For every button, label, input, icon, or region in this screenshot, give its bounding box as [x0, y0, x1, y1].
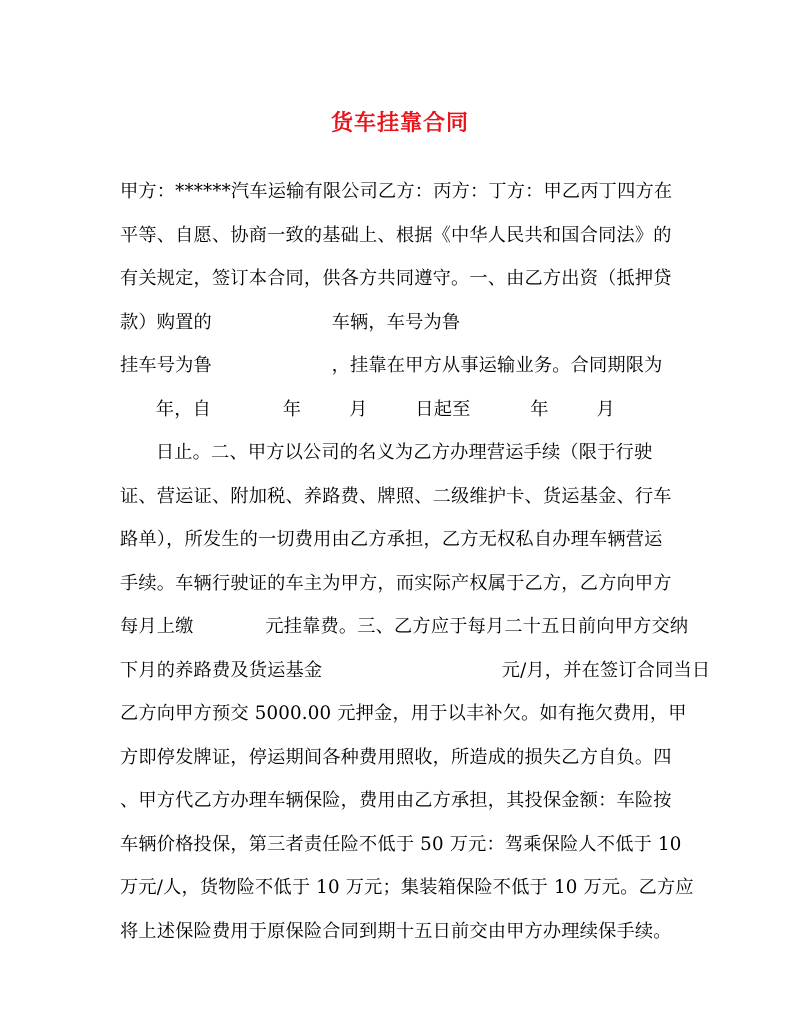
paragraph-line: 方即停发牌证，停运期间各种费用照收，所造成的损失乙方自负。四 [120, 747, 672, 768]
paragraph-line: 路单），所发生的一切费用由乙方承担，乙方无权私自办理车辆营运 [120, 529, 663, 550]
document-title: 货车挂靠合同 [330, 110, 469, 136]
paragraph-line: 有关规定，签订本合同，供各方共同遵守。一、由乙方出资（抵押贷 [120, 268, 672, 289]
paragraph-line: 每月上缴 元挂靠费。三、乙方应于每月二十五日前向甲方交纳 [120, 616, 689, 637]
paragraph-line: 、甲方代乙方办理车辆保险，费用由乙方承担，其投保金额：车险按 [120, 790, 672, 811]
paragraph-line: 车辆价格投保，第三者责任险不低于 50 万元：驾乘保险人不低于 10 [120, 834, 682, 855]
paragraph-line: 将上述保险费用于原保险合同到期十五日前交由甲方办理续保手续。 [120, 921, 672, 942]
paragraph-line: 手续。车辆行驶证的车主为甲方，而实际产权属于乙方，乙方向甲方 [120, 573, 672, 594]
paragraph-line: 下月的养路费及货运基金 元/月，并在签订合同当日 [120, 660, 711, 681]
paragraph-line: 万元/人，货物险不低于 10 万元；集装箱保险不低于 10 万元。乙方应 [120, 877, 694, 898]
paragraph-line: 年，自 年 月 日起至 年 月 [120, 399, 615, 420]
paragraph-line: 挂车号为鲁 ，挂靠在甲方从事运输业务。合同期限为 [120, 355, 663, 376]
paragraph-line: 证、营运证、附加税、养路费、牌照、二级维护卡、货运基金、行车 [120, 486, 672, 507]
paragraph-line: 款）购置的 车辆，车号为鲁 [120, 312, 461, 333]
paragraph-line: 日止。二、甲方以公司的名义为乙方办理营运手续（限于行驶 [120, 442, 653, 463]
paragraph-line: 甲方：******汽车运输有限公司乙方：丙方：丁方：甲乙丙丁四方在 [120, 181, 673, 202]
paragraph-line: 乙方向甲方预交 5000.00 元押金，用于以丰补欠。如有拖欠费用，甲 [120, 703, 687, 724]
paragraph-line: 平等、自愿、协商一致的基础上、根据《中华人民共和国合同法》的 [120, 225, 672, 246]
